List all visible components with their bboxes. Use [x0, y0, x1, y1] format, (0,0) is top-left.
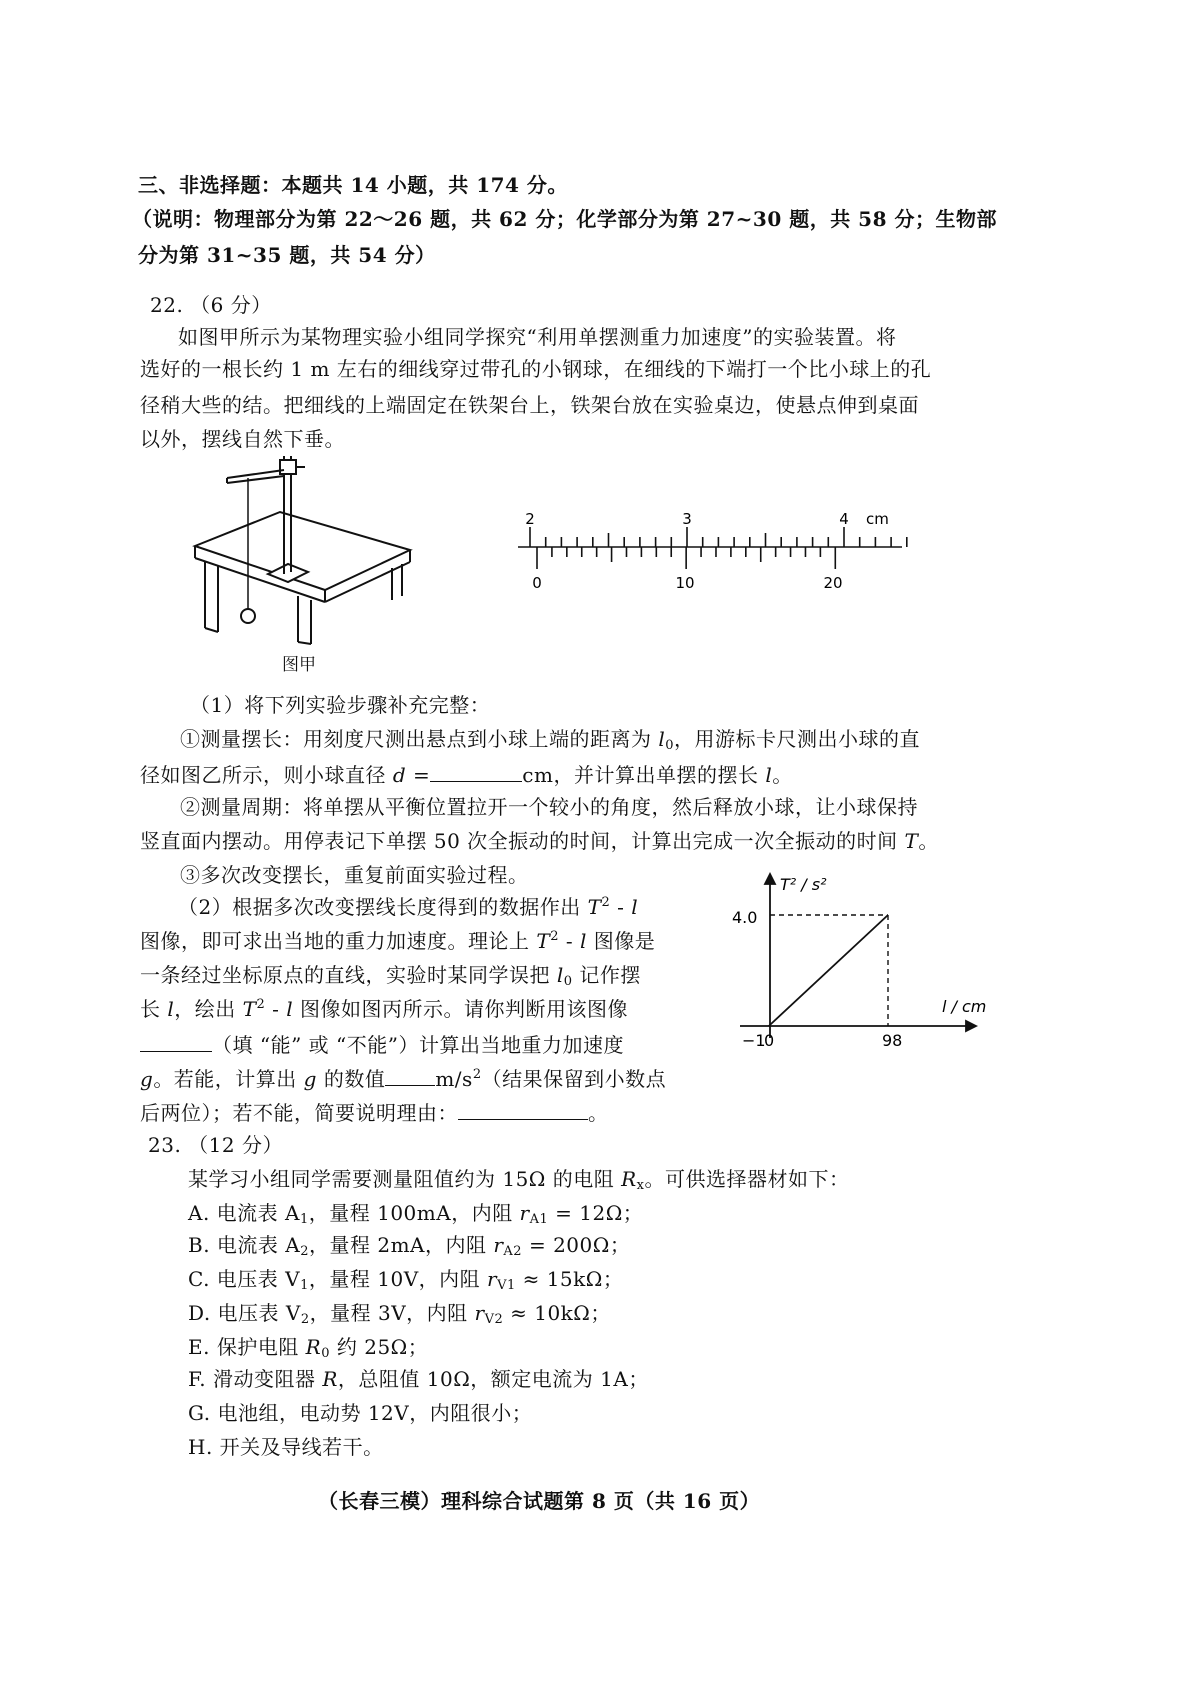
part-1-title: （1）将下列实验步骤补充完整：: [190, 693, 491, 717]
q23-item-g: G. 电池组，电动势 12V，内阻很小；: [188, 1401, 533, 1425]
part-2-line-1: （2）根据多次改变摆线长度得到的数据作出 $T^2$ - l: [178, 895, 639, 919]
pendulum-apparatus-figure: [180, 450, 430, 660]
q23-item-d: D. 电压表 $V_2$，量程 3V，内阻 $r_{V2} \approx 10k\Omega$；: [188, 1301, 611, 1327]
question-23-number: 23. （12 分）: [148, 1133, 283, 1157]
x-axis-arrow: [966, 1021, 976, 1031]
step-2-line-2: 竖直面内摆动。用停表记下单摆 50 次全振动的时间，计算出完成一次全振动的时间 T。: [140, 829, 939, 853]
step-2-line-1: ②测量周期：将单摆从平衡位置拉开一个较小的角度，然后释放小球，让小球保持: [180, 795, 918, 819]
step-1-line-1: ①测量摆长：用刻度尺测出悬点到小球上端的距离为 $l_0$，用游标卡尺测出小球的直: [180, 727, 921, 753]
part-2-line-2: 图像，即可求出当地的重力加速度。理论上 $T^2$ - l 图像是: [140, 929, 656, 953]
g-value-blank[interactable]: [385, 1065, 435, 1086]
data-line: [770, 915, 888, 1025]
section-heading: 三、非选择题：本题共 14 小题，共 174 分。: [138, 173, 568, 197]
q23-item-a: A. 电流表 $A_1$，量程 100mA，内阻 $r_{A1} = 12\Omega$；: [188, 1201, 644, 1227]
data-line-extension: [769, 1025, 770, 1026]
x-tick-label-neg1: −1: [742, 1031, 766, 1050]
main-scale-label-2: 2: [525, 510, 535, 528]
page-footer: （长春三模）理科综合试题第 8 页（共 16 页）: [318, 1489, 761, 1513]
q23-item-c: C. 电压表 $V_1$，量程 10V，内阻 $r_{V1} \approx 15k\Omega$；: [188, 1267, 624, 1293]
y-axis-label: T² / s²: [780, 875, 827, 894]
section-note-cont: 分为第 31~35 题，共 54 分）: [138, 243, 436, 267]
caliper-unit: cm: [866, 510, 889, 528]
vernier-caliper-figure: [510, 500, 910, 600]
q23-intro: 某学习小组同学需要测量阻值约为 15Ω 的电阻 $R_x$。可供选择器材如下：: [188, 1167, 850, 1193]
part-2-line-4: 长 l，绘出 $T^2$ - l 图像如图丙所示。请你判断用该图像: [140, 997, 628, 1021]
reason-blank[interactable]: [458, 1099, 588, 1120]
q23-item-e: E. 保护电阻 $R_0$ 约 25Ω；: [188, 1335, 429, 1361]
part-2-line-5: （填 “能” 或 “不能”）计算出当地重力加速度: [140, 1030, 624, 1060]
vernier-label-10: 10: [675, 574, 695, 592]
main-scale-label-3: 3: [682, 510, 692, 528]
q23-item-f: F. 滑动变阻器 R，总阻值 10Ω，额定电流为 1A；: [188, 1367, 649, 1391]
q22-intro-line-1: 如图甲所示为某物理实验小组同学探究“利用单摆测重力加速度”的实验装置。将: [178, 325, 897, 349]
q22-intro-line-4: 以外，摆线自然下垂。: [140, 427, 345, 451]
diameter-answer-blank[interactable]: [430, 761, 522, 782]
y-tick-label: 4.0: [732, 908, 758, 927]
t2-l-graph: [730, 870, 990, 1055]
part-2-line-3: 一条经过坐标原点的直线，实验时某同学误把 $l_0$ 记作摆: [140, 963, 641, 989]
can-or-cannot-blank[interactable]: [140, 1031, 212, 1052]
step-1-line-2: 径如图乙所示，则小球直径 d = cm，并计算出单摆的摆长 l。: [140, 763, 793, 787]
q23-item-h: H. 开关及导线若干。: [188, 1435, 384, 1459]
x-tick-label-98: 98: [882, 1031, 903, 1050]
part-2-line-6: g。若能，计算出 g 的数值 $m/s^2$（结果保留到小数点: [140, 1067, 667, 1091]
figure-jia-label: 图甲: [282, 655, 316, 675]
q23-item-b: B. 电流表 $A_2$，量程 2mA，内阻 $r_{A2} = 200\Omega$；: [188, 1233, 631, 1259]
part-2-line-7: 后两位）；若不能，简要说明理由： 。: [140, 1101, 609, 1125]
y-axis-arrow: [765, 874, 775, 884]
main-scale-label-4: 4: [839, 510, 849, 528]
q22-intro-line-3: 径稍大些的结。把细线的上端固定在铁架台上，铁架台放在实验桌边，使悬点伸到桌面: [140, 393, 919, 417]
x-axis-label: l / cm: [942, 997, 987, 1016]
vernier-label-20: 20: [823, 574, 843, 592]
question-22-number: 22. （6 分）: [150, 293, 272, 317]
vernier-label-0: 0: [532, 574, 542, 592]
section-note: （说明：物理部分为第 22～26 题，共 62 分；化学部分为第 27~30 题，共 58 分；生物部: [132, 207, 997, 231]
step-3: ③多次改变摆长，重复前面实验过程。: [180, 863, 529, 887]
q22-intro-line-2: 选好的一根长约 1 m 左右的细线穿过带孔的小钢球，在细线的下端打一个比小球上的孔: [140, 357, 932, 381]
x-tick-label-0: 0: [764, 1031, 775, 1050]
